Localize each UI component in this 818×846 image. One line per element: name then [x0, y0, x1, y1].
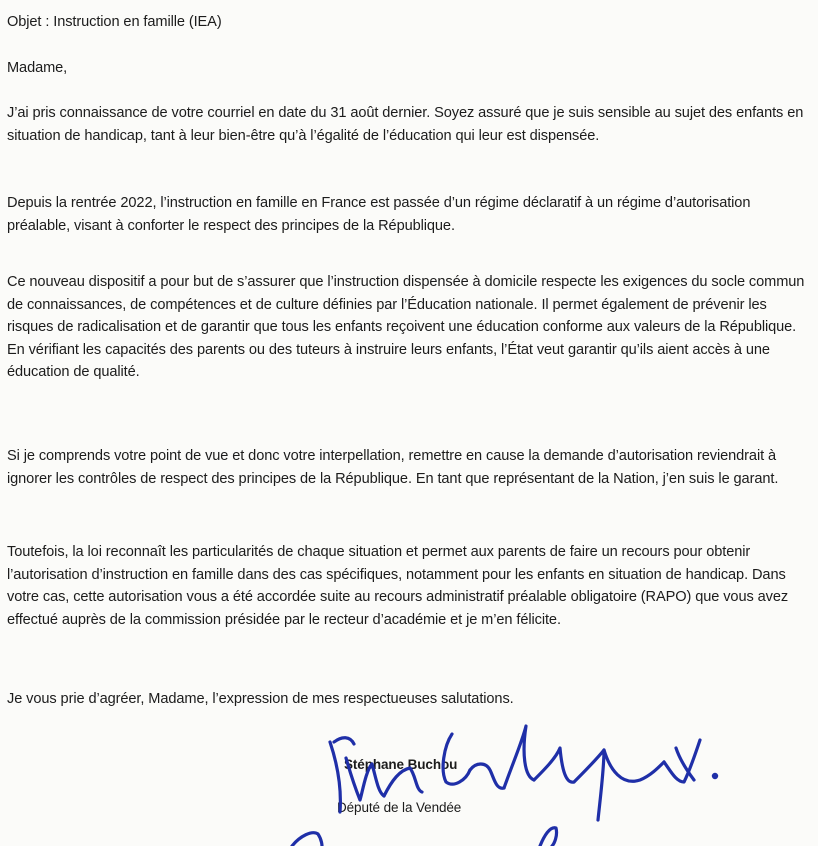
- letter-closing: Je vous prie d’agréer, Madame, l’expression de mes respectueuses salutations.: [7, 691, 514, 707]
- paragraph-regime-change: Depuis la rentrée 2022, l’instruction en famille en France est passée d’un régime déclaratif à un régime d’autorisation préalable, visant à conforter le respect des principes de la République.: [7, 195, 751, 234]
- letter-subject: Objet : Instruction en famille (IEA): [7, 14, 222, 30]
- paragraph-new-system: Ce nouveau dispositif a pour but de s’assurer que l’instruction dispensée à domicile respecte les exigences du socle commun de connaissances, de compétences et de culture définies par l’Éducation nationale. Il permet également de prévenir les risques de radicalisation et de garantir que tous les enfants reçoivent une éducation conforme aux valeurs de la République. En vérifiant les capacités des parents ou des tuteurs à instruire leurs enfants, l’État veut garantir qu’ils aient accès à une éducation de qualité.: [7, 274, 805, 380]
- signatory-name: Stéphane Buchou: [344, 757, 458, 772]
- letter-salutation: Madame,: [7, 60, 68, 76]
- paragraph-position: Si je comprends votre point de vue et donc votre interpellation, remettre en cause la demande d’autorisation reviendrait à ignorer les contrôles de respect des principes de la République. En tant que représentant de la Nation, j’en suis le garant.: [7, 448, 779, 487]
- paragraph-exception: Toutefois, la loi reconnaît les particularités de chaque situation et permet aux parents de faire un recours pour obtenir l’autorisation d’instruction en famille dans des cas spécifiques, notamment pour les enfants en situation de handicap. Dans votre cas, cette autorisation vous a été accordée suite au recours administratif préalable obligatoire (RAPO) que vous avez effectué auprès de la commission présidée par le recteur d’académie et je m’en félicite.: [7, 544, 789, 628]
- paragraph-acknowledgement: J’ai pris connaissance de votre courriel en date du 31 août dernier. Soyez assuré que je suis sensible au sujet des enfants en situation de handicap, tant à leur bien-être qu’à l’égalité de l’éducation qui leur est dispensée.: [7, 105, 804, 144]
- signatory-title: Député de la Vendée: [337, 800, 462, 815]
